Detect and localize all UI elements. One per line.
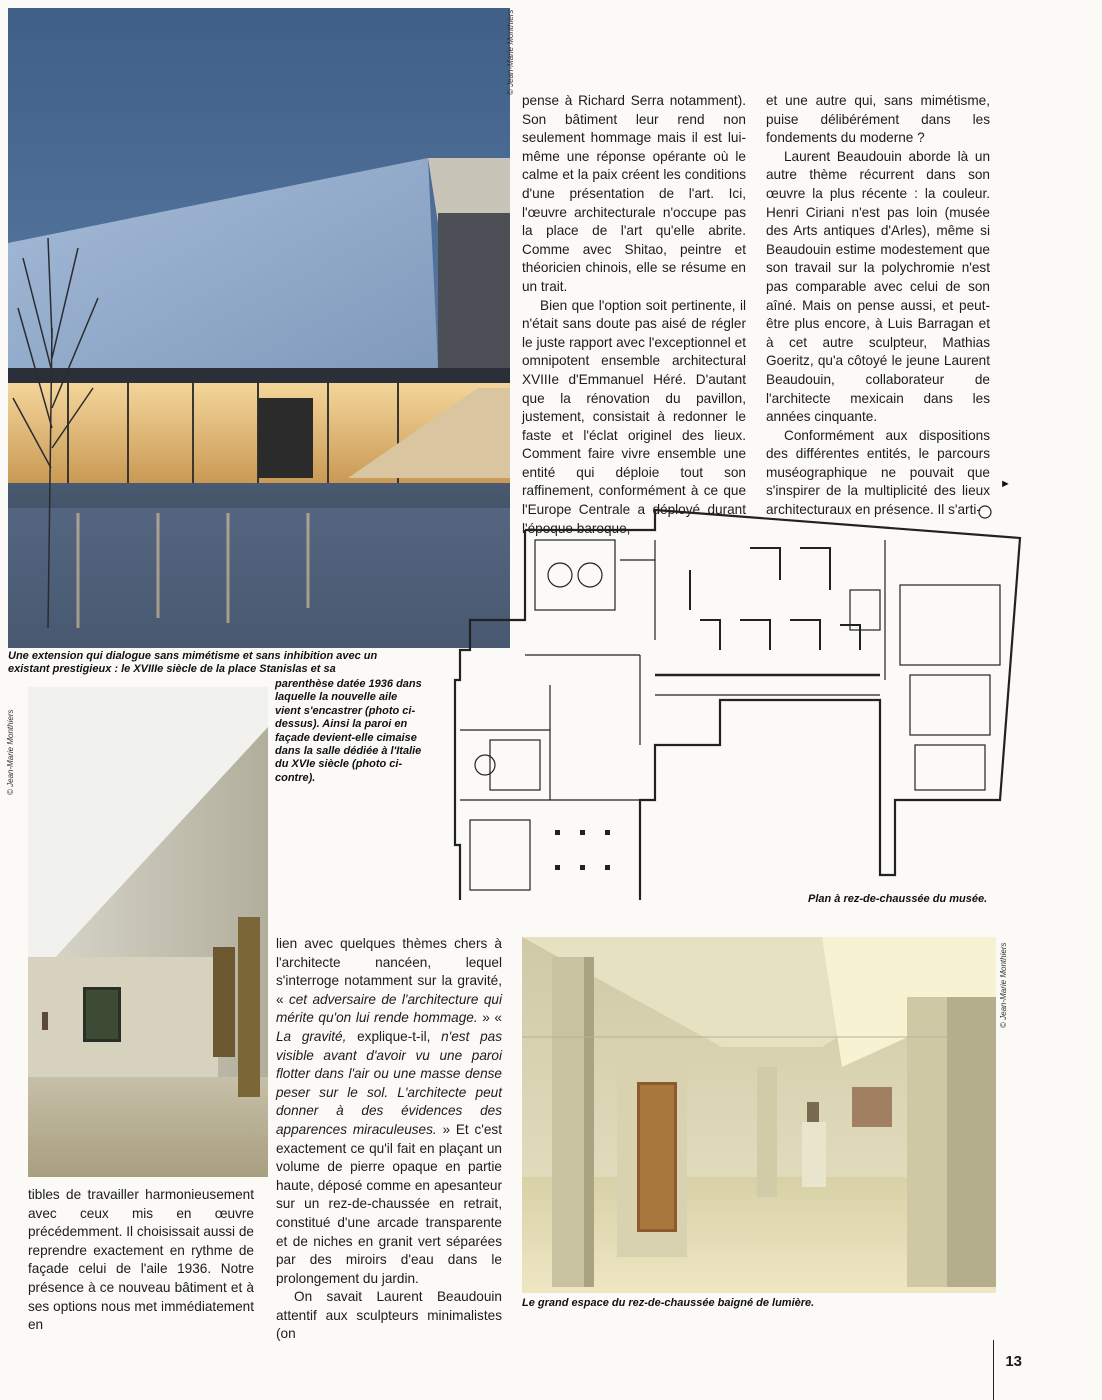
continue-arrow-icon: ►: [1000, 478, 1011, 490]
top-photo-caption-cont: parenthèse datée 1936 dans laquelle la nouvelle aile vient s'encastrer (photo ci-dessus). Ainsi la paroi en façade devient-elle cimaise dans la salle dédiée à l'Italie du XVIe siècle (photo ci-contre).: [275, 678, 422, 784]
paragraph: lien avec quelques thèmes chers à l'architecte nancéen, lequel s'interroge notamment sur la gravité, « cet adversaire de l'architecture qui mérite qu'on lui rende hommage. » « La gravité, explique-t-il, n'est pas visible avant d'avoir vu une paroi flotter dans l'air ou une masse dense peser sur le sol. L'architecte peut donner à des évidences des apparences miraculeuses. » Et c'est exactement ce qu'il fait en plaçant un volume de pierre opaque en partie haute, déposé comme en apesanteur sur un rez-de-chaussée en retrait, constitué d'une arcade transparente et de niches en granit vert séparées par des miroirs d'eau dans le prolongement du jardin.: [276, 936, 502, 1286]
text-column-2: [766, 92, 990, 520]
bottom-photo-caption: Le grand espace du rez-de-chaussée baigné de lumière.: [522, 1297, 815, 1309]
left-photo-interior: [28, 687, 268, 1177]
left-photo-credit: © Jean-Marie Monthiers: [6, 709, 15, 795]
bottom-photo-gallery: [522, 937, 996, 1293]
page-number: 13: [1005, 1353, 1022, 1370]
plan-caption: Plan à rez-de-chaussée du musée.: [808, 893, 988, 905]
paragraph: tibles de travailler harmonieusement avec ceux mis en œuvre précédemment. Il choisissait aussi de reprendre exactement en rythme de façade celui de l'aile 1936. Notre présence à ce nouveau bâtiment et à ses options nous met immédiatement en: [28, 1187, 254, 1333]
page-number-rule: [993, 1340, 994, 1400]
paragraph: Laurent Beaudouin aborde là un autre thème récurrent dans son œuvre la plus récente : la couleur. Henri Ciriani n'est pas loin (musée des Arts antiques d'Arles), même si Beaudouin estime modestement que son travail sur la polychromie n'est pas comparable avec celui de son aîné. Mais on pense aussi, et peut-être plus encore, à Luis Barragan et à cet autre sculpteur, Mathias Goeritz, qu'a côtoyé le jeune Laurent Beaudouin, collaborateur de l'architecte mexicain dans les années cinquante.: [766, 148, 990, 425]
paragraph: Conformément aux dispositions des différentes entités, le parcours muséographique ne pouvait que s'inspirer de la multiplicité des lieux architecturaux en présence. Il s'arti-: [766, 427, 990, 518]
paragraph: Bien que l'option soit pertinente, il n'était sans doute pas aisé de régler le juste rapport avec l'exceptionnel et omnipotent ensemble architectural XVIIIe d'Emmanuel Héré. D'autant que la rénovation du pavillon, justement, consistait à redonner le faste et l'éclat originel des lieux. Comment faire vivre ensemble une entité qui déploie tout son raffinement, conformément à ce que l'Europe Centrale a déployé durant l'époque baroque,: [522, 297, 746, 536]
text-column-1: [522, 92, 746, 538]
text-column-bottom-left: [28, 1186, 254, 1335]
text-column-bottom-middle: [276, 935, 502, 1344]
paragraph: et une autre qui, sans mimétisme, puise délibérément dans les fondements du moderne ?: [766, 93, 990, 146]
top-photo-caption: Une extension qui dialogue sans mimétisme et sans inhibition avec un existant prestigieux : le XVIIIe siècle de la place Stanislas et sa: [8, 650, 378, 676]
paragraph: pense à Richard Serra notamment). Son bâtiment leur rend non seulement hommage mais il est lui-même une réponse opérante où le calme et la paix créent les conditions d'une présentation de l'art. Ici, l'œuvre architecturale n'occupe pas la place de l'art qu'elle abrite. Comme avec Shitao, peintre et théoricien chinois, elle se résume en un trait.: [522, 93, 746, 294]
bottom-photo-credit: © Jean-Marie Monthiers: [999, 942, 1008, 1028]
floor-plan-drawing: [430, 500, 1030, 900]
top-photo-credit: © Jean-Marie Monthiers: [506, 9, 515, 95]
paragraph: On savait Laurent Beaudouin attentif aux sculpteurs minimalistes (on: [276, 1289, 502, 1342]
